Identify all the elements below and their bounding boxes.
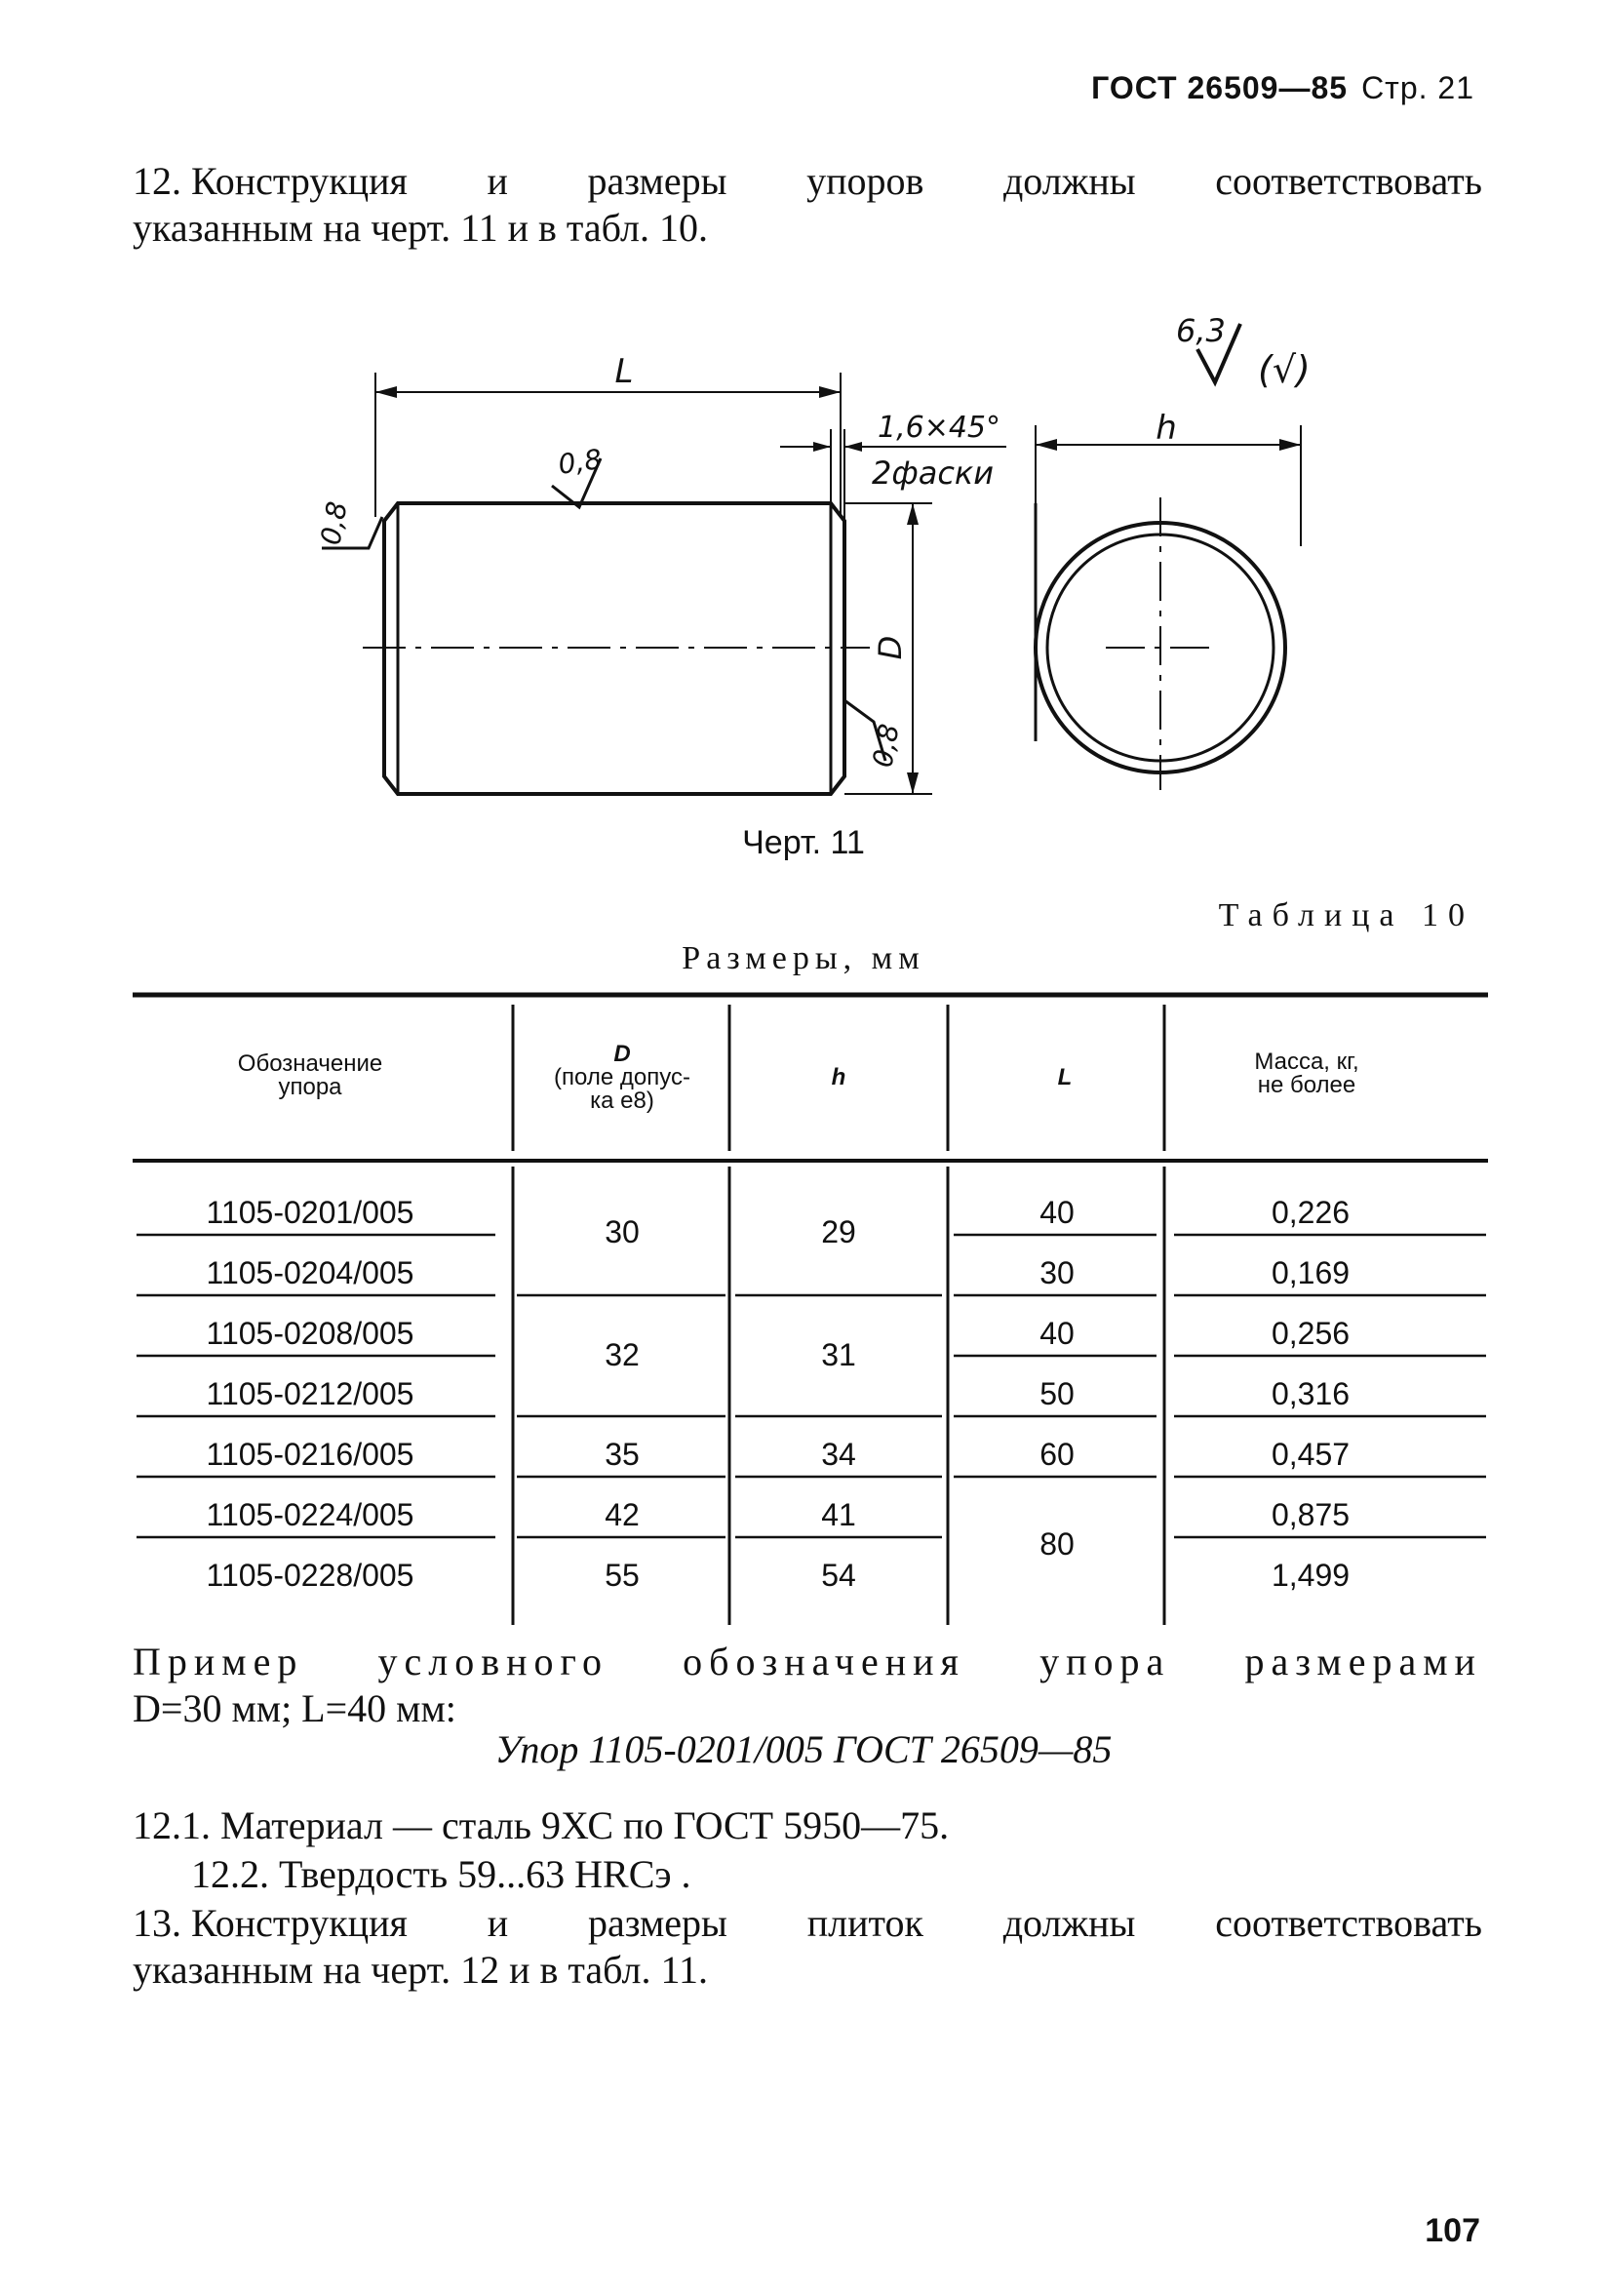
cell-designation: 1105-0201/005 (206, 1195, 414, 1230)
cylinder-side-view (363, 503, 870, 794)
clause-13-line2: указанным на черт. 12 и в табл. 11. (133, 1948, 708, 1992)
roughness-left-label: 0,8 (314, 498, 354, 548)
col-D-header-1: D (613, 1041, 631, 1067)
clause-13-line1: 13. Конструкция и размеры плиток должны соответствовать (133, 1901, 1482, 1945)
cell-L: 60 (1039, 1437, 1075, 1472)
col-designation-header-2: упора (278, 1074, 342, 1100)
cell-L: 40 (1039, 1195, 1075, 1230)
clause-13 (133, 1900, 1482, 1994)
cell-h: 41 (821, 1497, 856, 1532)
roughness-top-label: 0,8 (556, 443, 605, 481)
cell-mass: 0,226 (1271, 1195, 1351, 1230)
cell-h: 29 (821, 1214, 856, 1249)
cell-D: 35 (605, 1437, 640, 1472)
cell-designation: 1105-0224/005 (206, 1497, 414, 1532)
col-L-header: L (1057, 1064, 1073, 1090)
cell-L: 80 (1039, 1526, 1075, 1562)
cell-mass: 0,457 (1271, 1437, 1351, 1472)
dimension-L (375, 373, 841, 517)
cell-h: 34 (821, 1437, 856, 1472)
example-block (133, 1639, 1482, 1732)
cell-D: 30 (605, 1214, 640, 1249)
dim-L-label: L (614, 352, 634, 391)
cell-mass: 0,316 (1271, 1376, 1351, 1411)
example-line2: D=30 мм; L=40 мм: (133, 1686, 456, 1730)
roughness-general-check: (√) (1258, 348, 1311, 391)
cell-h: 31 (821, 1337, 856, 1372)
roughness-right-label: 0,8 (866, 721, 906, 771)
table-units: Размеры, мм (682, 940, 925, 976)
col-designation-header-1: Обозначение (237, 1050, 383, 1077)
cell-mass: 1,499 (1271, 1558, 1351, 1593)
clause-12-line1: 12. Конструкция и размеры упоров должны соответствовать (133, 159, 1482, 203)
cell-designation: 1105-0228/005 (206, 1558, 414, 1593)
col-h-header: h (831, 1064, 846, 1090)
col-mass-header-2: не более (1257, 1072, 1356, 1098)
example-line1: Пример условного обозначения упора размерами (133, 1640, 1482, 1683)
cell-L: 30 (1039, 1255, 1075, 1290)
cell-D: 32 (605, 1337, 640, 1372)
cell-L: 50 (1039, 1376, 1075, 1411)
technical-drawing (0, 0, 1607, 819)
cell-L: 40 (1039, 1316, 1075, 1351)
roughness-general-label: 6,3 (1176, 312, 1226, 349)
clause-12-2: 12.2. Твердость 59...63 HRCэ . (191, 1852, 691, 1896)
cell-h: 54 (821, 1558, 856, 1593)
col-D-header-3: ка e8) (590, 1088, 654, 1114)
cell-designation: 1105-0204/005 (206, 1255, 414, 1290)
header-page-label: Стр. 21 (1361, 70, 1474, 105)
chamfer-note-size: 1,6×45° (878, 411, 1001, 445)
example-designation: Упор 1105-0201/005 ГОСТ 26509—85 (494, 1727, 1113, 1771)
cell-mass: 0,256 (1271, 1316, 1351, 1351)
chamfer-note-count: 2фаски (872, 455, 995, 492)
clause-12-1: 12.1. Материал — сталь 9ХС по ГОСТ 5950—75. (133, 1803, 950, 1847)
dim-D-label: D (872, 635, 909, 660)
page-number: 107 (1425, 2212, 1480, 2249)
col-mass-header-1: Масса, кг, (1254, 1049, 1359, 1075)
cell-D: 55 (605, 1558, 640, 1593)
cell-designation: 1105-0208/005 (206, 1316, 414, 1351)
table-label: Таблица 10 (1218, 897, 1474, 933)
clause-12-line2: указанным на черт. 11 и в табл. 10. (133, 206, 708, 250)
dim-h-label: h (1156, 409, 1177, 448)
header-title: ГОСТ 26509—85 (1091, 70, 1349, 105)
end-view (1036, 425, 1301, 790)
figure-caption: Черт. 11 (742, 824, 865, 861)
col-D-header-2: (поле допус- (554, 1064, 690, 1090)
cell-mass: 0,169 (1271, 1255, 1351, 1290)
table-10 (0, 975, 1607, 1639)
cell-designation: 1105-0216/005 (206, 1437, 414, 1472)
cell-mass: 0,875 (1271, 1497, 1351, 1532)
cell-D: 42 (605, 1497, 640, 1532)
cell-designation: 1105-0212/005 (206, 1376, 414, 1411)
